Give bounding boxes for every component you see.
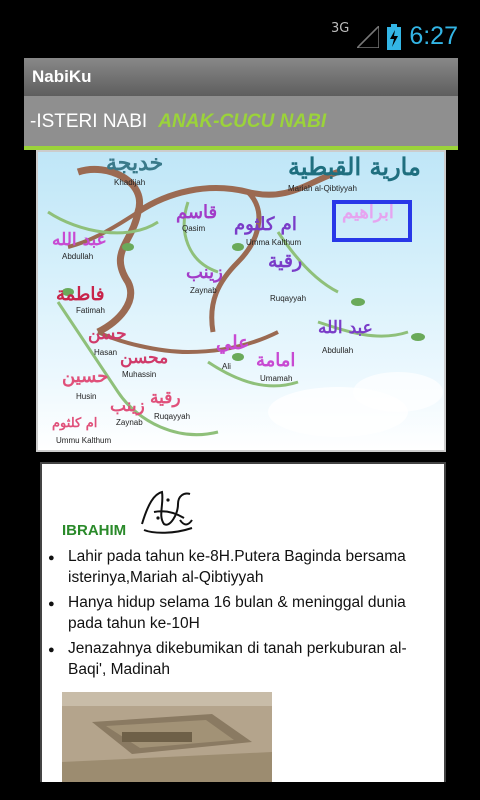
tree-node-arabic: حسين [62, 366, 109, 387]
app-title: NabiKu [24, 58, 458, 96]
tab-isteri-nabi[interactable]: -ISTERI NABI [30, 111, 148, 132]
tab-anak-cucu-nabi[interactable]: ANAK-CUCU NABI [158, 111, 327, 132]
tree-node-arabic: زينب [186, 262, 223, 283]
tree-node-label: Abdullah [322, 346, 354, 355]
tree-node-arabic: ابراهيم [342, 202, 394, 223]
list-item: ● Lahir pada tahun ke-8H.Putera Baginda bersama isterinya,Mariah al-Qibtiyyah [48, 546, 408, 588]
tree-node-arabic: محسن [120, 348, 169, 368]
tree-node-label: Ruqayyah [270, 294, 307, 303]
tree-node-arabic: ام كلثوم [234, 214, 297, 235]
calligraphy-image [134, 484, 200, 538]
status-bar [0, 0, 480, 58]
grave-photo [62, 692, 272, 782]
tree-node-label: Hasan [94, 348, 118, 357]
tree-node-arabic: امامة [256, 350, 296, 371]
tree-node-label: Umamah [260, 374, 293, 383]
list-item: ● Hanya hidup selama 16 bulan & meninggal dunia pada tahun ke-10H [48, 592, 408, 634]
tree-node-arabic: عبد الله [318, 318, 373, 338]
tree-node-arabic: عبد الله [52, 230, 107, 250]
battery-charging-icon [387, 24, 401, 50]
tree-node-label: Zaynab [190, 286, 217, 295]
tree-node-arabic: فاطمة [56, 284, 105, 305]
tree-node-arabic: حسن [88, 324, 127, 344]
tree-node-label: Umma Kalthum [246, 238, 302, 247]
clock: 6:27 [409, 22, 458, 50]
tree-node-arabic: رقية [268, 250, 303, 272]
tree-node-label: Fatimah [76, 306, 105, 315]
list-item: ● Jenazahnya dikebumikan di tanah perkuburan al-Baqi', Madinah [48, 638, 408, 680]
tree-node-label: Khadijah [114, 178, 146, 187]
tree-node-label: Ali [222, 362, 231, 371]
tree-node-arabic: رقية [150, 388, 181, 408]
detail-bullets [48, 546, 408, 684]
tree-node-label: Qasim [182, 224, 206, 233]
tree-node-arabic: علي [216, 332, 250, 354]
tree-node-arabic: ام كلثوم [52, 416, 98, 431]
network-type: 3G [330, 21, 350, 36]
tree-node-label: Zaynab [116, 418, 143, 427]
detail-card [40, 462, 446, 782]
family-tree-image [36, 150, 446, 452]
person-title: IBRAHIM [62, 522, 127, 539]
tree-node-arabic: قاسم [176, 202, 218, 223]
signal-icon [357, 26, 379, 48]
tree-node-label: Abdullah [62, 252, 94, 261]
tree-node-label: Mariah al-Qibtiyyah [288, 184, 357, 193]
tree-node-label: Husin [76, 392, 97, 401]
tree-node-label: Muhassin [122, 370, 157, 379]
content-area[interactable] [24, 150, 458, 782]
tree-node-label: Ummu Kalthum [56, 436, 112, 445]
status-icons [331, 22, 458, 51]
tree-node-arabic: خديجة [106, 150, 164, 176]
tree-node-arabic: زينب [110, 396, 145, 416]
tree-node-arabic: مارية القبطية [288, 152, 421, 181]
tab-bar [24, 96, 458, 150]
selected-node-highlight[interactable] [332, 200, 412, 242]
tree-node-label: Ruqayyah [154, 412, 191, 421]
